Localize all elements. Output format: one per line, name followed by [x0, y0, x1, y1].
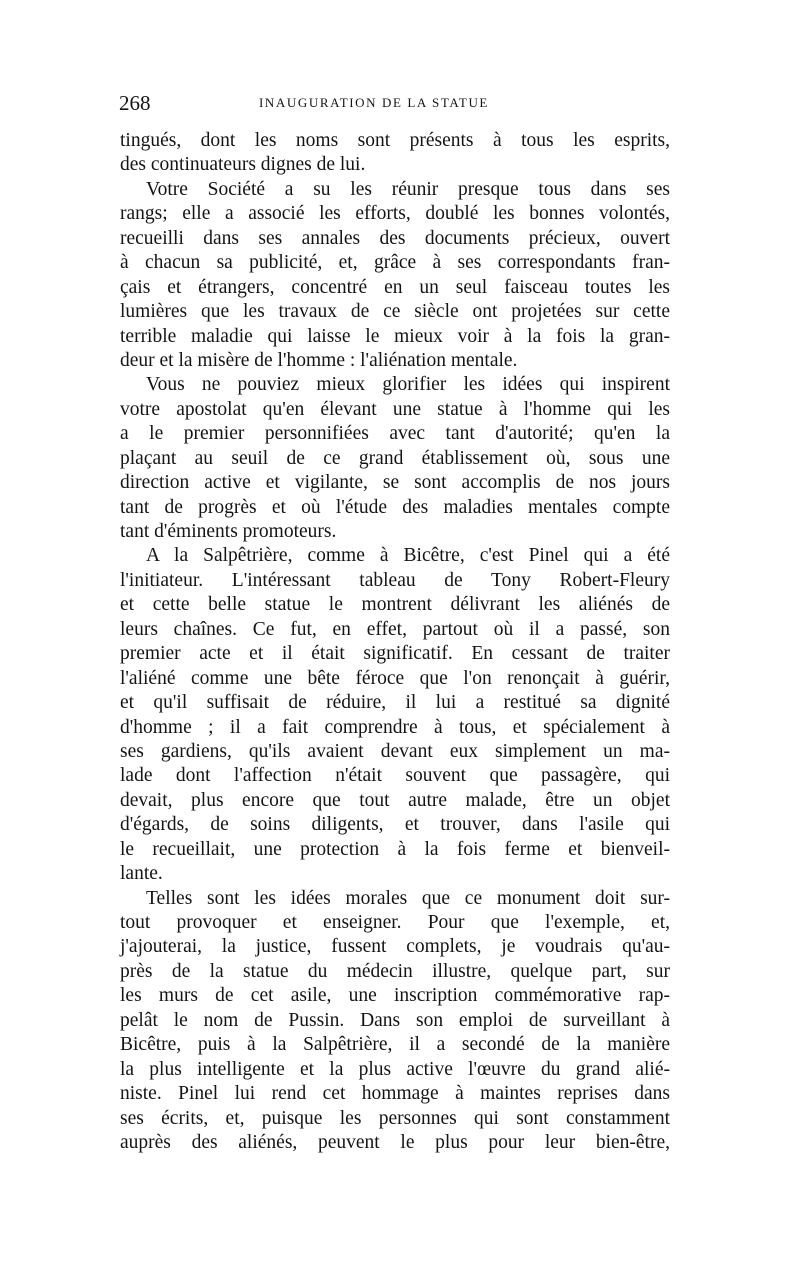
text-line: recueilli dans ses annales des documents précieux, ouvert	[120, 227, 670, 249]
text-line: des continuateurs dignes de lui.	[120, 154, 366, 176]
text-line: les murs de cet asile, une inscription commémorative rap-	[120, 985, 670, 1007]
text-line: A la Salpêtrière, comme à Bicêtre, c'est Pinel qui a été	[146, 545, 670, 567]
text-line: Telles sont les idées morales que ce monument doit sur-	[146, 887, 670, 909]
text-line: leurs chaînes. Ce fut, en effet, partout où il a passé, son	[120, 618, 670, 640]
text-line: lumières que les travaux de ce siècle ont projetées sur cette	[120, 301, 670, 323]
text-line: et qu'il suffisait de réduire, il lui a restitué sa dignité	[120, 692, 670, 714]
text-line: devait, plus encore que tout autre malade, être un objet	[120, 789, 670, 811]
text-line: près de la statue du médecin illustre, quelque part, sur	[120, 960, 670, 982]
body-text	[120, 129, 670, 1155]
page-number: 268	[119, 91, 151, 115]
text-line: Vous ne pouviez mieux glorifier les idées qui inspirent	[146, 374, 670, 396]
text-line: j'ajouterai, la justice, fussent complets, je voudrais qu'au-	[120, 936, 670, 958]
text-line: d'égards, de soins diligents, et trouver, dans l'asile qui	[120, 814, 670, 836]
text-line: çais et étrangers, concentré en un seul faisceau toutes les	[120, 276, 670, 298]
text-line: Bicêtre, puis à la Salpêtrière, il a secondé de la manière	[120, 1034, 670, 1056]
text-line: le recueillait, une protection à la fois ferme et bienveil-	[120, 838, 670, 860]
text-line: tout provoquer et enseigner. Pour que l'exemple, et,	[120, 912, 670, 933]
text-line: a le premier personnifiées avec tant d'autorité; qu'en la	[120, 423, 670, 445]
text-line: tingués, dont les noms sont présents à tous les esprits,	[120, 130, 670, 151]
text-line: ses gardiens, qu'ils avaient devant eux simplement un ma-	[120, 740, 670, 762]
text-line: direction active et vigilante, se sont accomplis de nos jours	[120, 472, 670, 494]
text-line: rangs; elle a associé les efforts, doublé les bonnes volontés,	[120, 203, 670, 225]
text-line: à chacun sa publicité, et, grâce à ses correspondants fran-	[120, 252, 670, 274]
text-line: deur et la misère de l'homme : l'aliénation mentale.	[120, 349, 518, 371]
text-line: niste. Pinel lui rend cet hommage à maintes reprises dans	[120, 1083, 670, 1105]
text-line: ses écrits, et, puisque les personnes qui sont constamment	[120, 1107, 670, 1129]
page-header	[119, 90, 669, 116]
text-line: d'homme ; il a fait comprendre à tous, et spécialement à	[120, 716, 670, 738]
text-line: Votre Société a su les réunir presque tous dans ses	[146, 178, 670, 200]
text-line: pelât le nom de Pussin. Dans son emploi de surveillant à	[120, 1009, 670, 1031]
text-line: premier acte et il était significatif. En cessant de traiter	[120, 643, 670, 665]
text-line: tant de progrès et où l'étude des maladies mentales compte	[120, 496, 670, 518]
text-line: terrible maladie qui laisse le mieux voir à la fois la gran-	[120, 325, 670, 347]
text-line: auprès des aliénés, peuvent le plus pour leur bien-être,	[120, 1131, 670, 1153]
text-line: lante.	[120, 863, 163, 885]
text-line: la plus intelligente et la plus active l'œuvre du grand alié-	[120, 1058, 670, 1080]
text-line: lade dont l'affection n'était souvent que passagère, qui	[120, 765, 670, 787]
text-line: votre apostolat qu'en élevant une statue à l'homme qui les	[120, 398, 670, 420]
text-line: tant d'éminents promoteurs.	[120, 521, 337, 542]
text-line: plaçant au seuil de ce grand établissement où, sous une	[120, 447, 670, 469]
text-line: l'initiateur. L'intéressant tableau de Tony Robert-Fleury	[120, 569, 670, 591]
text-line: et cette belle statue le montrent délivrant les aliénés de	[120, 594, 670, 616]
running-title: INAUGURATION DE LA STATUE	[259, 95, 489, 110]
text-line: l'aliéné comme une bête féroce que l'on renonçait à guérir,	[120, 667, 670, 689]
